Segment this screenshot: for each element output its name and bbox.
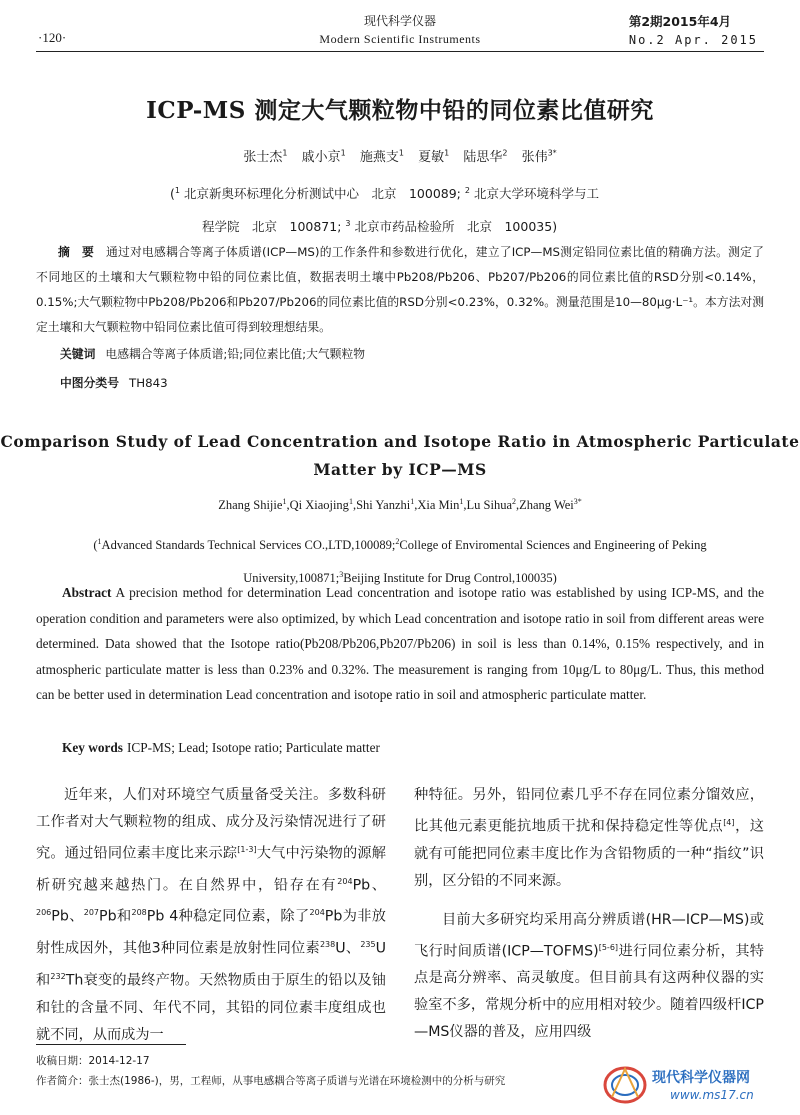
body-column-right: [414, 782, 764, 1046]
author-bio: 作者简介：张士杰(1986-)，男，工程师，从事电感耦合等离子质谱与光谱在环境检测中的分析与研究: [36, 1075, 506, 1087]
abstract-cn: [36, 240, 764, 340]
paper-title-en: Comparison Study of Lead Concentration and Isotope Ratio in Atmospheric Particulate Matter by ICP—MS: [0, 432, 800, 479]
issue-cn: 第2期2015年4月: [628, 14, 732, 29]
body-column-left: [36, 782, 386, 1049]
journal-name-en: Modern Scientific Instruments: [319, 32, 481, 46]
classification-code: 中图分类号 TH843: [60, 376, 168, 390]
abstract-label-en: Abstract: [62, 585, 112, 600]
affiliations-cn: [170, 176, 660, 242]
body-paragraph: 目前大多研究均采用高分辨质谱(HR—ICP—MS)或飞行时间质谱(ICP—TOFMS)[5-6]进行同位素分析，其特点是高分辨率、高灵敏度。但目前具有这两种仪器的实验室不多，常规分析中的应用相对较少。随着四级杆ICP—MS仪器的普及，应用四级: [414, 911, 764, 1041]
author-list-cn: [0, 146, 800, 165]
globe-logo-icon: [602, 1063, 648, 1107]
abstract-text-en: A precision method for determination Lead concentration and isotope ratio was established by using ICP-MS, and the operation condition and parameters were also optimized, by which Lead concentration and isotope ratio in soil from different areas were determined. Data showed that the Isotope ratio(Pb208/Pb206,Pb207/Pb206) in soil is less than 0.14%, 0.15% respectively, and in atmospheric particulate matter is less than 0.23% and 0.32%. The measurement is ranging from 10μg/L to 80μg/L. Thus, this method can be better used in determination Lead concentration and isotope ratio in soil and atmospheric particulate matter.: [36, 585, 764, 702]
affiliation-line: 程学院 北京 100871; $^3$ 北京市药品检验所 北京 100035): [202, 219, 558, 235]
abstract-text-cn: 通过对电感耦合等离子体质谱(ICP—MS)的工作条件和参数进行优化，建立了ICP—MS测定铅同位素比值的精确方法。测定了不同地区的土壤和大气颗粒物中铅的同位素比值，数据表明土壤中Pb208/Pb206、Pb207/Pb206的同位素比值的RSD分别<0.14%，0.15%;大气颗粒物中Pb208/Pb206和Pb207/Pb206的同位素比值的RSD分别<0.23%，0.32%。测量范围是10—80μg·L⁻¹。本方法对测定土壤和大气颗粒物中铅同位素比值可得到较理想结果。: [36, 245, 764, 334]
author-cn: 施燕支$^1$: [359, 148, 404, 165]
paper-title-cn: ICP-MS 测定大气颗粒物中铅的同位素比值研究: [146, 97, 654, 124]
body-paragraph: 种特征。另外，铅同位素几乎不存在同位素分馏效应，比其他元素更能抗地质干扰和保持稳定性等优点[4]，这就有可能把同位素丰度比作为含铅物质的一种“指纹”识别，区分铅的不同来源。: [414, 787, 764, 889]
author-cn: 张伟$^{3*}$: [521, 148, 557, 165]
keywords-en: Key words ICP-MS; Lead; Isotope ratio; Particulate matter: [62, 740, 380, 755]
body-paragraph: 近年来，人们对环境空气质量备受关注。多数科研工作者对大气颗粒物的组成、成分及污染情况进行了研究。通过铅同位素丰度比来示踪[1-3]大气中污染物的源解析研究越来越热门。在自然界中，铅存在有$^{204}$Pb、$^{206}$Pb、$^{207}$Pb和$^{208}$Pb 4种稳定同位素，除了$^{204}$Pb为非放射性成因外，其他3种同位素是放射性同位素$^{238}$U、$^{235}$U和$^{232}$Th衰变的最终产物。天然物质由于原生的铅以及铀和钍的含量不同、年代不同，其铅的同位素丰度组成也就不同，从而成为一: [36, 787, 386, 1043]
journal-name-cn: 现代科学仪器: [363, 14, 436, 28]
abstract-label-cn: 摘 要: [58, 245, 94, 259]
watermark-name: 现代科学仪器网: [652, 1070, 750, 1086]
author-cn: 陆思华$^2$: [463, 148, 508, 165]
issue-info: [629, 12, 758, 47]
keywords-cn: 关键词 电感耦合等离子体质谱;铅;同位素比值;大气颗粒物: [60, 347, 366, 361]
affiliations-en: ($^1$Advanced Standards Technical Services CO.,LTD,100089;$^2$College of Enviromental Sciences and Engineering of Peking University,100871;$^3$Beijing Institute for Drug Control,100035): [93, 537, 707, 586]
footnote-divider: [36, 1044, 186, 1045]
site-watermark: [602, 1063, 782, 1107]
abstract-en: [36, 580, 764, 708]
author-list-en: Zhang Shijie$^1$,Qi Xiaojing$^1$,Shi Yanzhi$^1$,Xia Min$^1$,Lu Sihua$^2$,Zhang Wei$^{3*}$: [218, 497, 582, 513]
received-date: 收稿日期：2014-12-17: [36, 1055, 150, 1067]
author-cn: 戚小京$^1$: [301, 148, 346, 165]
watermark-url: www.ms17.cn: [670, 1088, 754, 1102]
header-divider: [36, 51, 764, 52]
author-cn: 夏敏$^1$: [418, 148, 450, 165]
page-number: ·120·: [38, 30, 67, 45]
author-cn: 张士杰$^1$: [243, 148, 288, 165]
journal-header: [260, 12, 540, 47]
issue-en: No.2 Apr. 2015: [628, 33, 758, 47]
affiliation-line: ($^1$ 北京新奥环标理化分析测试中心 北京 100089; $^2$ 北京大学环境科学与工: [170, 186, 599, 202]
